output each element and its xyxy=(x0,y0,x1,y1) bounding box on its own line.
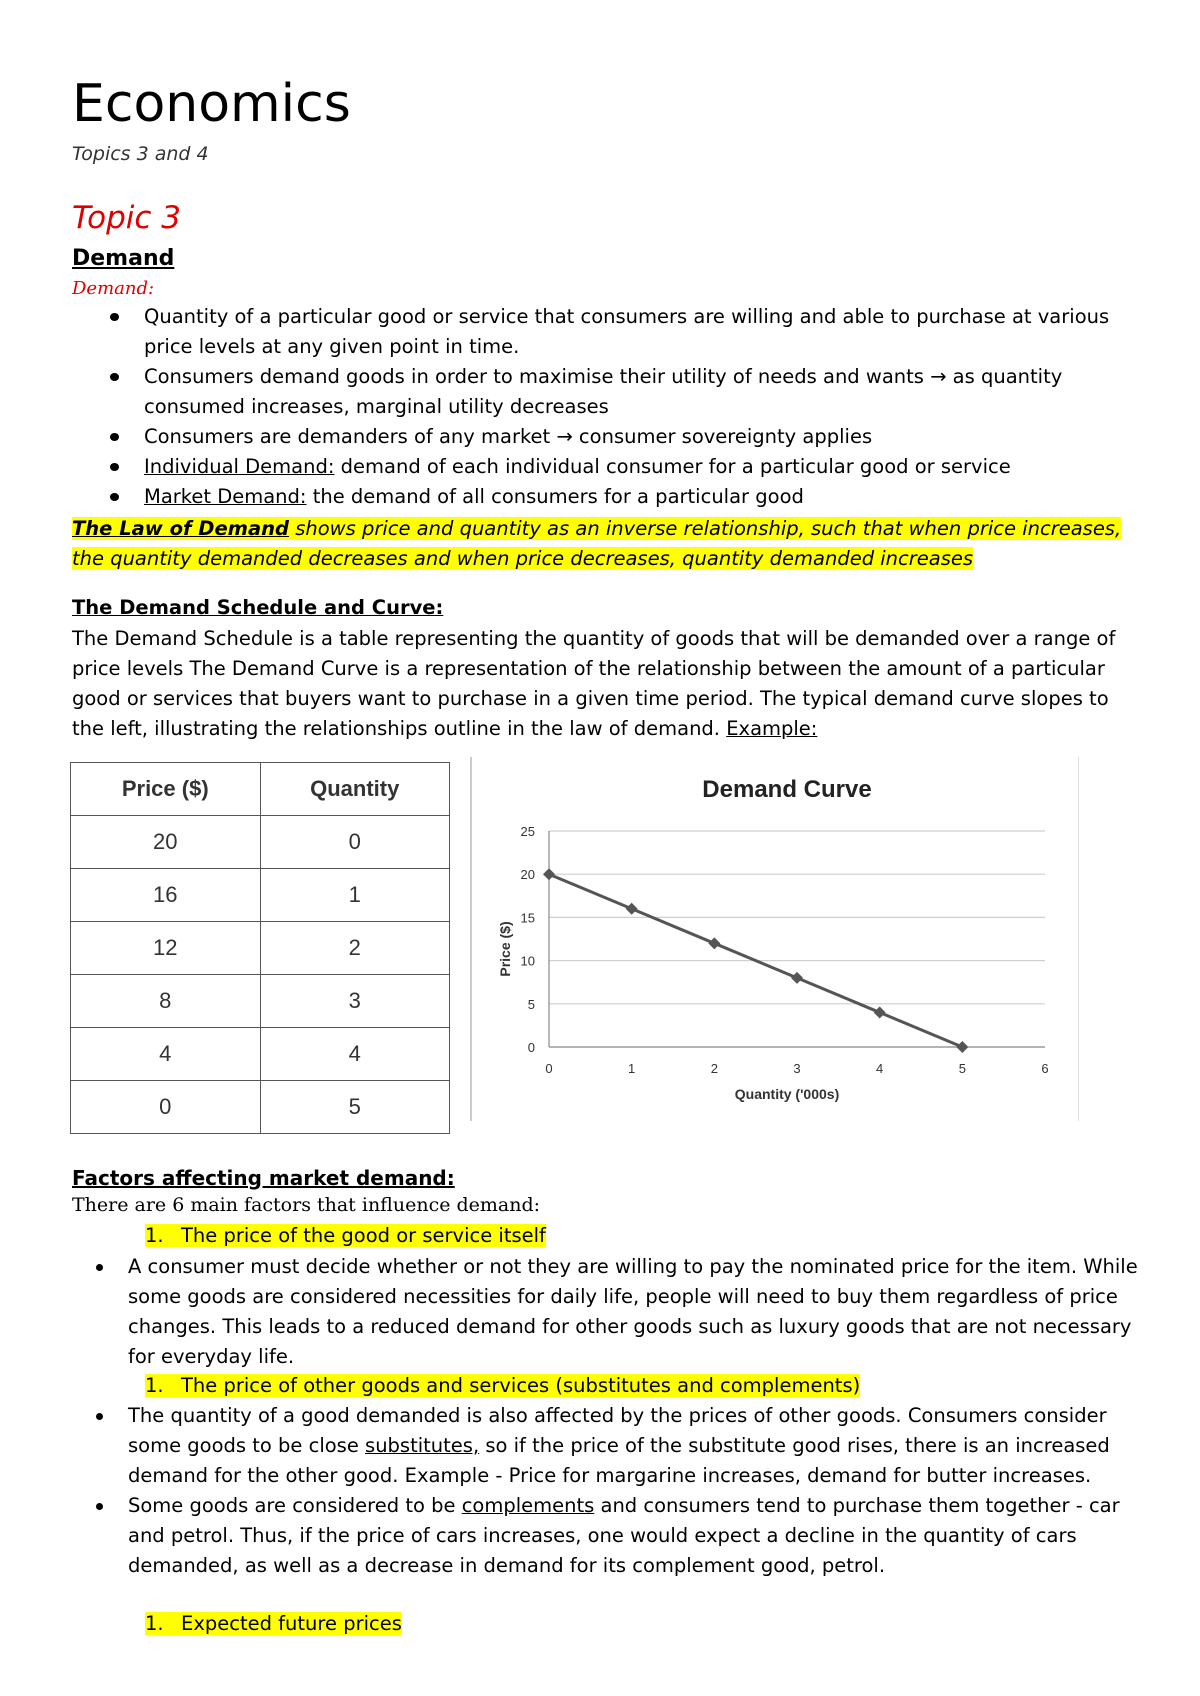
table-row: 12 2 xyxy=(71,922,450,975)
list-item: Individual Demand: demand of each individual consumer for a particular good or service xyxy=(108,452,1128,482)
list-item: Consumers demand goods in order to maximise their utility of needs and wants → as quantity consumed increases, marginal utility decreases xyxy=(108,362,1128,422)
table-row: 4 4 xyxy=(71,1028,450,1081)
chart-svg xyxy=(472,757,1078,1121)
y-tick-label: 25 xyxy=(520,824,535,839)
y-tick-label: 0 xyxy=(527,1040,535,1055)
table-header-row xyxy=(71,763,450,816)
data-point xyxy=(791,972,803,984)
table-row: 16 1 xyxy=(71,869,450,922)
x-tick-label: 3 xyxy=(793,1061,801,1076)
data-point xyxy=(874,1006,886,1018)
demand-bullet-list xyxy=(108,302,1128,512)
bullet-icon xyxy=(110,433,119,441)
bullet-icon xyxy=(96,1264,103,1271)
document-subtitle: Topics 3 and 4 xyxy=(72,143,209,165)
demand-label: Demand: xyxy=(72,278,155,299)
list-item: Some goods are considered to be complements and consumers tend to purchase them together - car and petrol. Thus, if the price of cars increases, one would expect a decline in the quantity of cars demanded, as well as a decrease in demand for its complement good, petrol. xyxy=(90,1491,1140,1581)
y-axis-label: Price ($) xyxy=(497,921,513,977)
data-point xyxy=(626,903,638,915)
topic-heading: Topic 3 xyxy=(72,200,181,236)
factor-3-heading: 1. Expected future prices xyxy=(145,1612,402,1635)
factors-heading: Factors affecting market demand: xyxy=(72,1166,455,1190)
factor-1-heading: 1. The price of the good or service itself xyxy=(145,1224,546,1247)
bullet-icon xyxy=(96,1413,103,1420)
x-axis-label: Quantity ('000s) xyxy=(734,1086,840,1102)
y-tick-label: 15 xyxy=(520,910,535,926)
factor-2-details xyxy=(90,1401,1140,1581)
bullet-icon xyxy=(96,1503,103,1510)
demand-schedule-table xyxy=(70,762,450,1134)
bullet-icon xyxy=(110,463,119,471)
schedule-paragraph: The Demand Schedule is a table representing the quantity of goods that will be demanded over a range of price levels The Demand Curve is a representation of the relationship between the amount of a particular good or services that buyers want to purchase in a given time period. The typical demand curve slopes to the left, illustrating the relationships outline in the law of demand. Example: xyxy=(72,627,1116,740)
law-of-demand: The Law of Demand shows price and quantity as an inverse relationship, such that when price increases, the quantity demanded decreases and when price decreases, quantity demanded increases xyxy=(72,517,1122,570)
data-point xyxy=(543,868,555,880)
column-header: Quantity xyxy=(260,763,450,816)
column-header: Price ($) xyxy=(71,763,261,816)
x-tick-label: 0 xyxy=(545,1061,553,1076)
document-title: Economics xyxy=(72,74,351,134)
x-tick-label: 4 xyxy=(876,1061,884,1076)
list-item: The quantity of a good demanded is also affected by the prices of other goods. Consumers consider some goods to be close substitutes, so if the price of the substitute good rises, there is an increased demand for the other good. Example - Price for margarine increases, demand for butter increases. xyxy=(90,1401,1140,1491)
bullet-icon xyxy=(110,493,119,501)
table-row: 0 5 xyxy=(71,1081,450,1134)
factor-2-heading: 1. The price of other goods and services (substitutes and complements) xyxy=(145,1374,861,1397)
x-tick-label: 2 xyxy=(710,1061,718,1076)
list-item: Consumers are demanders of any market → consumer sovereignty applies xyxy=(108,422,1128,452)
y-tick-label: 20 xyxy=(520,867,535,883)
x-tick-label: 1 xyxy=(628,1061,636,1076)
x-tick-label: 6 xyxy=(1041,1061,1049,1076)
factors-intro: There are 6 main factors that influence demand: xyxy=(72,1194,541,1216)
demand-heading: Demand xyxy=(72,246,175,271)
x-tick-label: 5 xyxy=(958,1061,966,1076)
bullet-icon xyxy=(110,313,119,321)
table-row: 8 3 xyxy=(71,975,450,1028)
schedule-heading: The Demand Schedule and Curve: xyxy=(72,596,444,619)
list-item: A consumer must decide whether or not they are willing to pay the nominated price for the item. While some goods are considered necessities for daily life, people will need to buy them regardless of price changes. This leads to a reduced demand for other goods such as luxury goods that are not necessary for everyday life. xyxy=(90,1252,1140,1372)
chart-title: Demand Curve xyxy=(702,776,872,803)
data-point xyxy=(956,1041,968,1053)
data-point xyxy=(708,937,720,949)
demand-curve-chart xyxy=(470,757,1079,1121)
list-item: Market Demand: the demand of all consumers for a particular good xyxy=(108,482,1128,512)
list-item: Quantity of a particular good or service that consumers are willing and able to purchase at various price levels at any given point in time. xyxy=(108,302,1128,362)
bullet-icon xyxy=(110,373,119,381)
table-row: 20 0 xyxy=(71,816,450,869)
factor-1-details xyxy=(90,1252,1140,1372)
y-tick-label: 5 xyxy=(527,996,535,1012)
y-tick-label: 10 xyxy=(520,953,535,969)
